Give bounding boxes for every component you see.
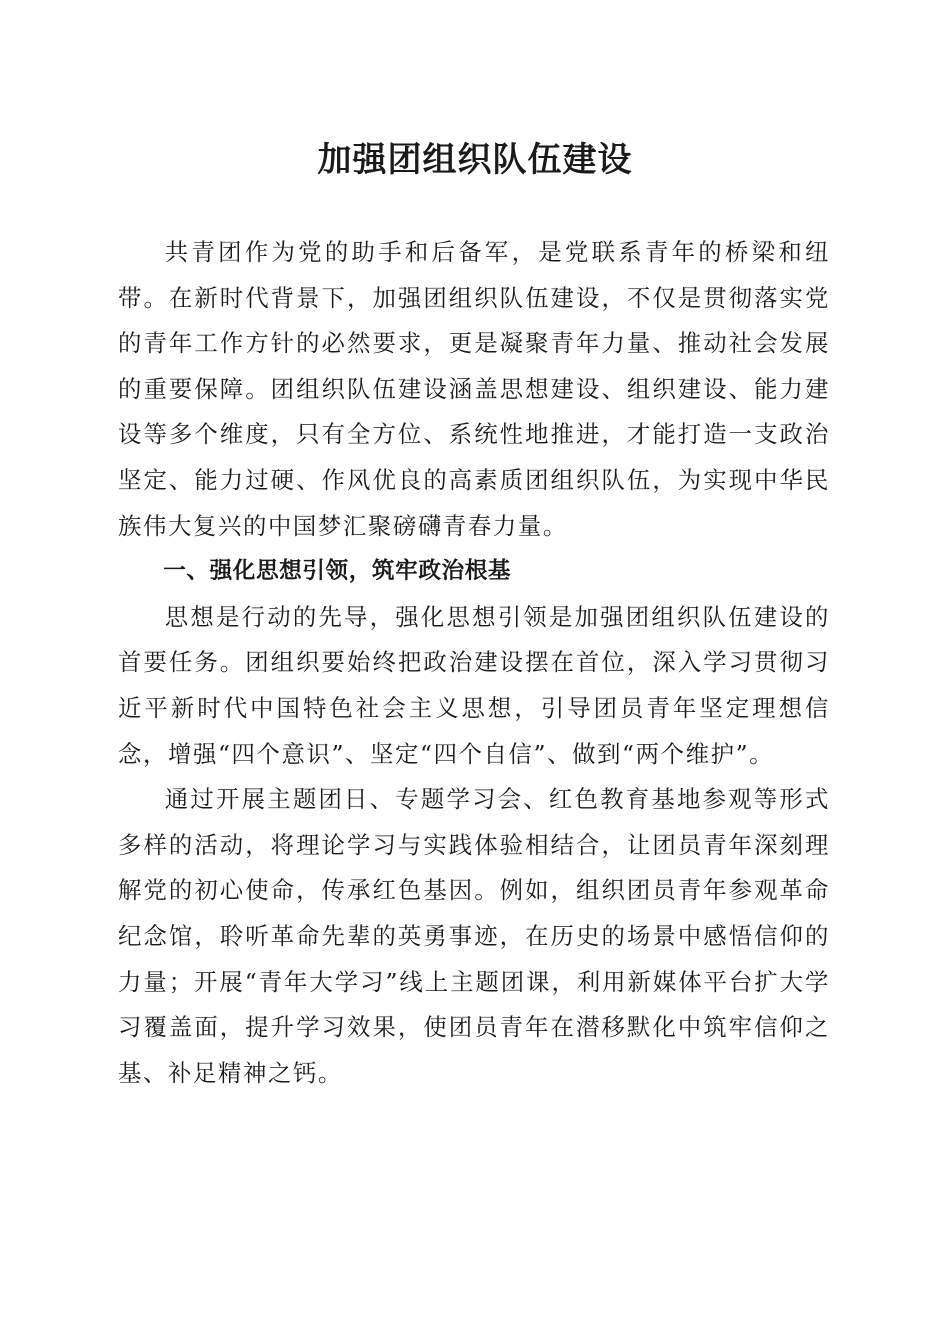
document-title: 加强团组织队伍建设 [317,140,633,180]
document-body [118,230,830,1096]
section-paragraph: 思想是行动的先导，强化思想引领是加强团组织队伍建设的首要任务。团组织要始终把政治建设摆在首位，深入学习贯彻习近平新时代中国特色社会主义思想，引导团员青年坚定理想信念，增强“四个意识”、坚定“四个自信”、做到“两个维护”。 [118,602,830,768]
intro-paragraph: 共青团作为党的助手和后备军，是党联系青年的桥梁和纽带。在新时代背景下，加强团组织队伍建设，不仅是贯彻落实党的青年工作方针的必然要求，更是凝聚青年力量、推动社会发展的重要保障。团组织队伍建设涵盖思想建设、组织建设、能力建设等多个维度，只有全方位、系统性地推进，才能打造一支政治坚定、能力过硬、作风优良的高素质团组织队伍，为实现中华民族伟大复兴的中国梦汇聚磅礴青春力量。 [118,238,830,540]
section-heading: 一、强化思想引领，筑牢政治根基 [163,558,512,585]
section-paragraph: 通过开展主题团日、专题学习会、红色教育基地参观等形式多样的活动，将理论学习与实践体验相结合，让团员青年深刻理解党的初心使命，传承红色基因。例如，组织团员青年参观革命纪念馆，聆听革命先辈的英勇事迹，在历史的场景中感悟信仰的力量；开展“青年大学习”线上主题团课，利用新媒体平台扩大学习覆盖面，提升学习效果，使团员青年在潜移默化中筑牢信仰之基、补足精神之钙。 [118,785,830,1087]
